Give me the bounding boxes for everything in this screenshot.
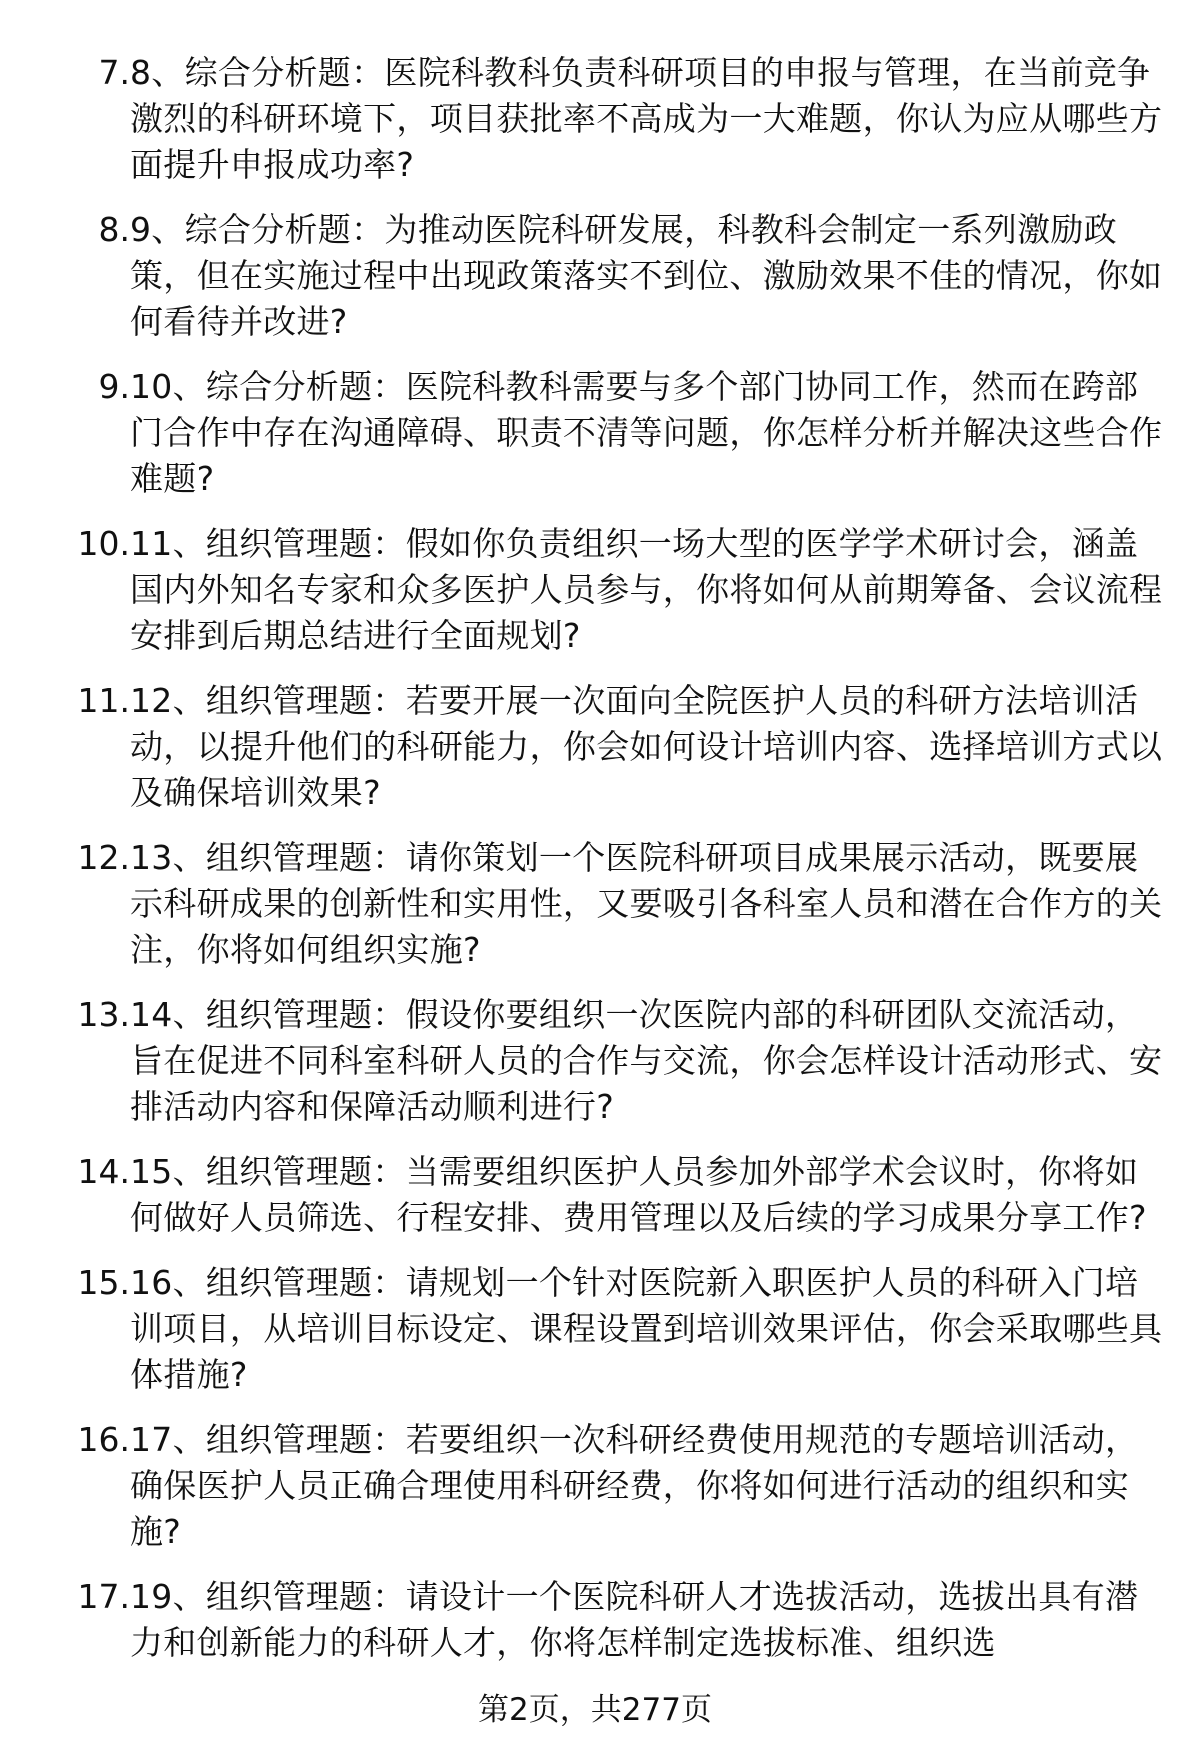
item-text: 14、组织管理题：假设你要组织一次医院内部的科研团队交流活动，旨在促进不同科室科研人员的合作与交流，你会怎样设计活动形式、安排活动内容和保障活动顺利进行?	[130, 995, 1163, 1126]
item-text: 13、组织管理题：请你策划一个医院科研项目成果展示活动，既要展示科研成果的创新性和实用性，又要吸引各科室人员和潜在合作方的关注，你将如何组织实施?	[130, 838, 1163, 969]
item-text: 8、综合分析题：医院科教科负责科研项目的申报与管理，在当前竞争激烈的科研环境下，项目获批率不高成为一大难题，你认为应从哪些方面提升申报成功率?	[130, 53, 1163, 184]
item-number: 8.	[98, 210, 130, 249]
list-item	[0, 1260, 1190, 1398]
list-item	[0, 1417, 1190, 1555]
item-text: 15、组织管理题：当需要组织医护人员参加外部学术会议时，你将如何做好人员筛选、行程安排、费用管理以及后续的学习成果分享工作?	[130, 1152, 1147, 1237]
item-number: 15.	[77, 1263, 130, 1302]
item-number: 10.	[77, 524, 130, 563]
question-list	[0, 50, 1190, 1685]
item-number: 14.	[77, 1152, 130, 1191]
item-number: 7.	[98, 53, 130, 92]
list-item	[0, 521, 1190, 659]
item-text: 17、组织管理题：若要组织一次科研经费使用规范的专题培训活动，确保医护人员正确合理使用科研经费，你将如何进行活动的组织和实施?	[130, 1420, 1139, 1551]
item-text: 10、综合分析题：医院科教科需要与多个部门协同工作，然而在跨部门合作中存在沟通障碍、职责不清等问题，你怎样分析并解决这些合作难题?	[130, 367, 1163, 498]
item-text: 9、综合分析题：为推动医院科研发展，科教科会制定一系列激励政策，但在实施过程中出现政策落实不到位、激励效果不佳的情况，你如何看待并改进?	[130, 210, 1163, 341]
item-text: 19、组织管理题：请设计一个医院科研人才选拔活动，选拔出具有潜力和创新能力的科研人才，你将怎样制定选拔标准、组织选	[130, 1577, 1139, 1662]
item-text: 12、组织管理题：若要开展一次面向全院医护人员的科研方法培训活动，以提升他们的科研能力，你会如何设计培训内容、选择培训方式以及确保培训效果?	[130, 681, 1163, 812]
list-item	[0, 992, 1190, 1130]
list-item	[0, 835, 1190, 973]
item-text: 16、组织管理题：请规划一个针对医院新入职医护人员的科研入门培训项目，从培训目标设定、课程设置到培训效果评估，你会采取哪些具体措施?	[130, 1263, 1163, 1394]
item-number: 13.	[77, 995, 130, 1034]
item-number: 17.	[77, 1577, 130, 1616]
item-number: 11.	[77, 681, 130, 720]
list-item	[0, 1574, 1190, 1666]
list-item	[0, 1149, 1190, 1241]
item-number: 9.	[98, 367, 130, 406]
item-text: 11、组织管理题：假如你负责组织一场大型的医学学术研讨会，涵盖国内外知名专家和众多医护人员参与，你将如何从前期筹备、会议流程安排到后期总结进行全面规划?	[130, 524, 1163, 655]
page-footer: 第2页，共277页	[478, 1692, 712, 1728]
item-number: 12.	[77, 838, 130, 877]
list-item	[0, 50, 1190, 188]
list-item	[0, 678, 1190, 816]
list-item	[0, 207, 1190, 345]
list-item	[0, 364, 1190, 502]
item-number: 16.	[77, 1420, 130, 1459]
